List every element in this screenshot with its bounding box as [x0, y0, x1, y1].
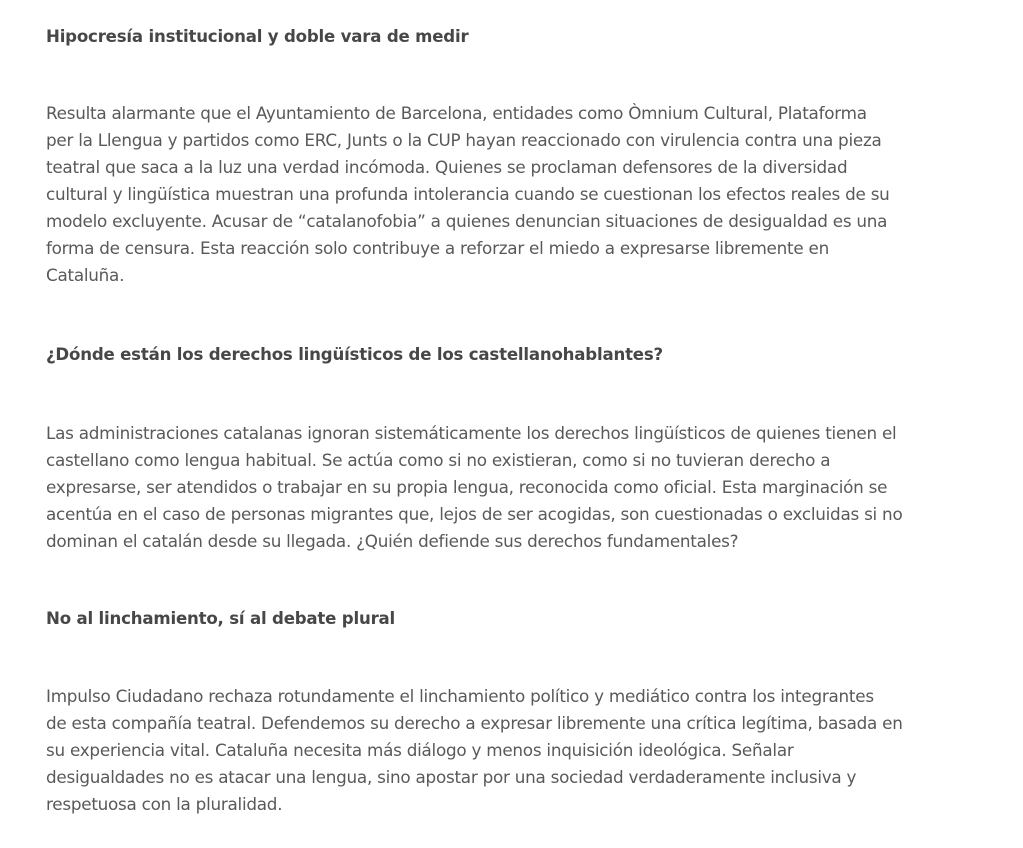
paragraph-line: cultural y lingüística muestran una profunda intolerancia cuando se cuestionan los efectos reales de su: [46, 184, 890, 204]
paragraph-line: Impulso Ciudadano rechaza rotundamente el linchamiento político y mediático contra los integrantes: [46, 686, 874, 706]
paragraph-line: Cataluña.: [46, 265, 125, 285]
paragraph-line: forma de censura. Esta reacción solo contribuye a reforzar el miedo a expresarse libremente en: [46, 238, 829, 258]
paragraph-line: castellano como lengua habitual. Se actúa como si no existieran, como si no tuvieran derecho a: [46, 450, 831, 470]
paragraph-line: su experiencia vital. Cataluña necesita más diálogo y menos inquisición ideológica. Señalar: [46, 740, 794, 760]
paragraph-line: de esta compañía teatral. Defendemos su derecho a expresar libremente una crítica legítima, basada en: [46, 713, 903, 733]
paragraph-line: per la Llengua y partidos como ERC, Junts o la CUP hayan reaccionado con virulencia contra una pieza: [46, 130, 882, 150]
paragraph-line: teatral que saca a la luz una verdad incómoda. Quienes se proclaman defensores de la diversidad: [46, 157, 848, 177]
paragraph-line: respetuosa con la pluralidad.: [46, 794, 283, 814]
paragraph-line: dominan el catalán desde su llegada. ¿Quién defiende sus derechos fundamentales?: [46, 531, 739, 551]
section-paragraph-hipocresia: [46, 100, 890, 289]
section-heading-derechos-linguisticos: ¿Dónde están los derechos lingüísticos de los castellanohablantes?: [46, 345, 663, 364]
section-paragraph-debate-plural: [46, 683, 903, 818]
paragraph-line: acentúa en el caso de personas migrantes que, lejos de ser acogidas, son cuestionadas o excluidas si no: [46, 504, 903, 524]
paragraph-line: Resulta alarmante que el Ayuntamiento de Barcelona, entidades como Òmnium Cultural, Plataforma: [46, 103, 867, 123]
section-paragraph-derechos-linguisticos: [46, 420, 902, 555]
paragraph-line: expresarse, ser atendidos o trabajar en su propia lengua, reconocida como oficial. Esta marginación se: [46, 477, 888, 497]
paragraph-line: desigualdades no es atacar una lengua, sino apostar por una sociedad verdaderamente inclusiva y: [46, 767, 857, 787]
section-heading-hipocresia: Hipocresía institucional y doble vara de medir: [46, 27, 469, 46]
paragraph-line: modelo excluyente. Acusar de “catalanofobia” a quienes denuncian situaciones de desigualdad es una: [46, 211, 888, 231]
paragraph-line: Las administraciones catalanas ignoran sistemáticamente los derechos lingüísticos de quienes tienen el: [46, 423, 897, 443]
section-heading-debate-plural: No al linchamiento, sí al debate plural: [46, 609, 396, 628]
